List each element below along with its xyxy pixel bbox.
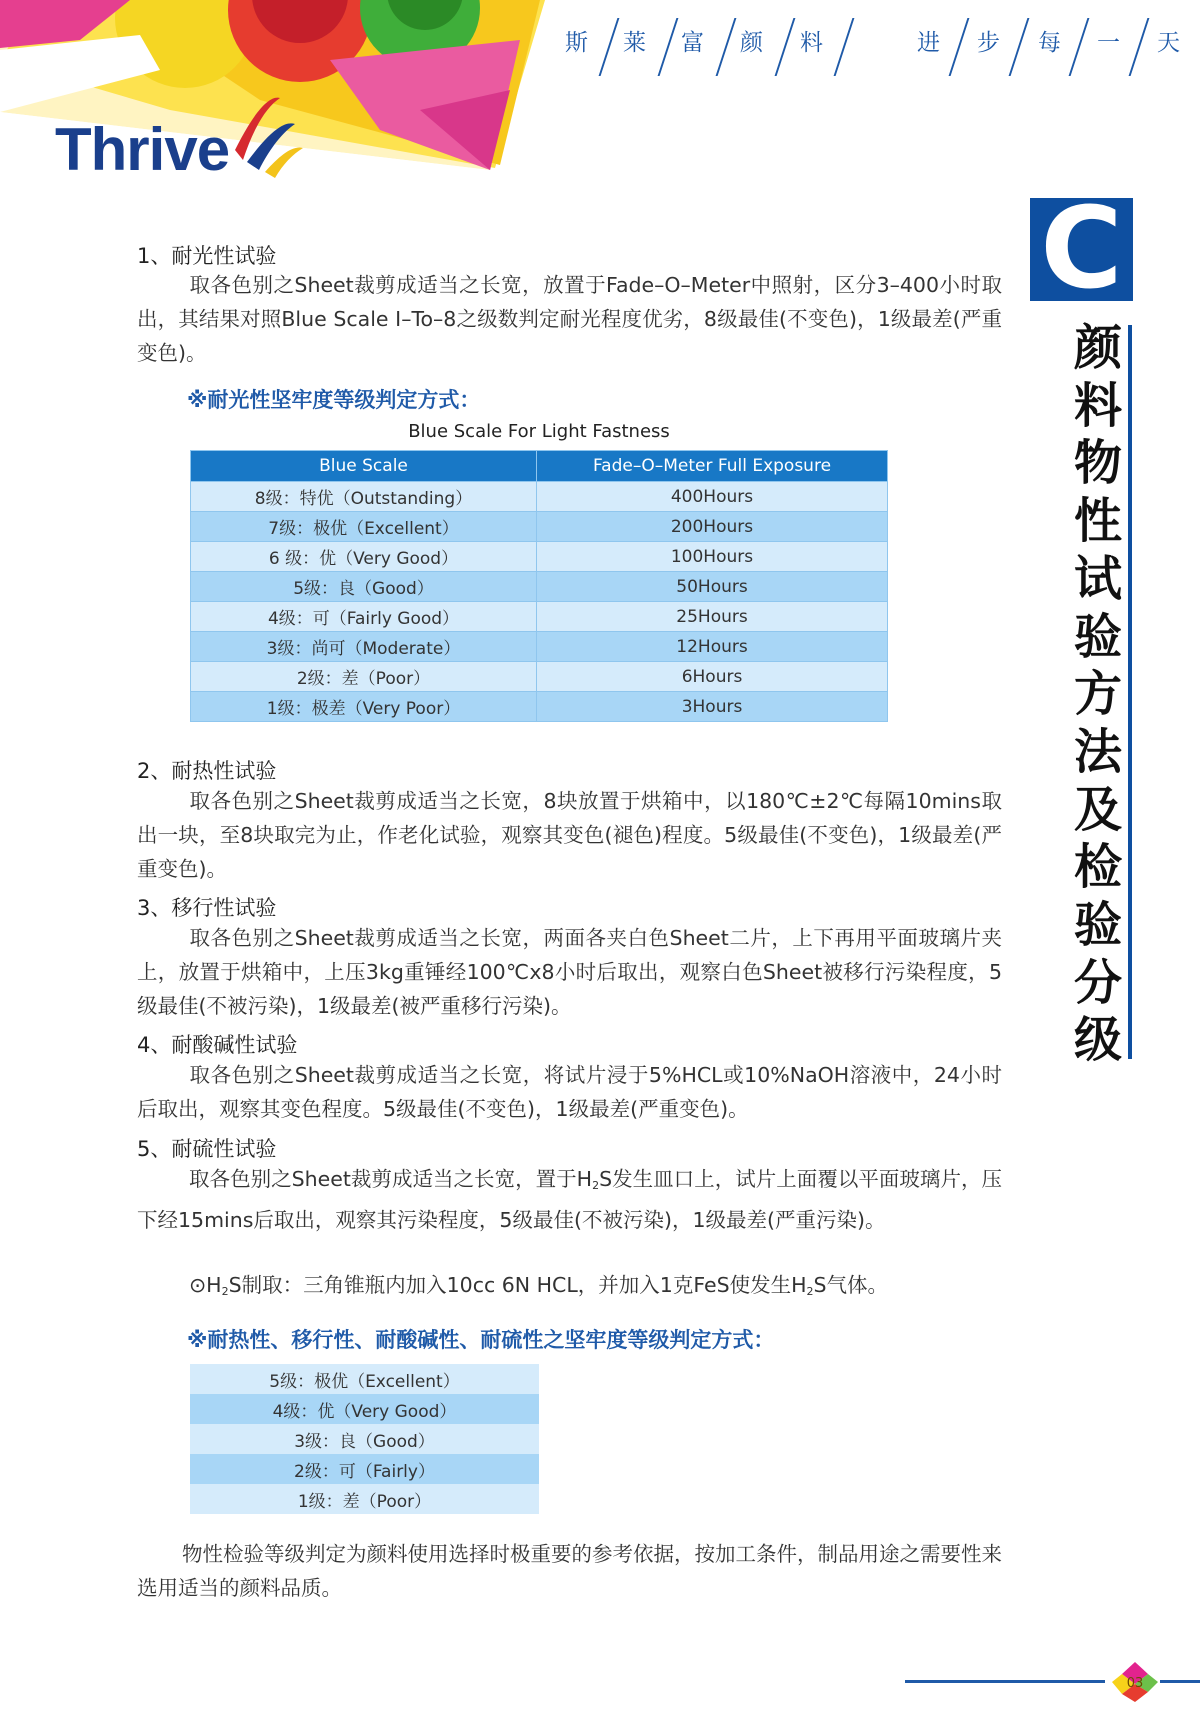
table-row: [191, 632, 888, 662]
grade-cell: 1级：极差（Very Poor）: [191, 692, 537, 722]
header-slogan: [560, 18, 1200, 78]
prep-text: S气体。: [813, 1273, 889, 1297]
title-char: 级: [1073, 1012, 1122, 1069]
section-5-text: 取各色别之Sheet裁剪成适当之长宽，置于H: [189, 1167, 593, 1191]
section-5-note: ※耐热性、移行性、耐酸碱性、耐硫性之坚牢度等级判定方式：: [187, 1328, 775, 1352]
page-number-badge: [1110, 1660, 1160, 1708]
exposure-cell: 6Hours: [537, 662, 888, 692]
prep-text: ⊙H: [189, 1273, 222, 1297]
section-2-title: 2、耐热性试验: [137, 759, 277, 783]
title-char: 方: [1073, 666, 1122, 723]
section-2-text: 取各色别之Sheet裁剪成适当之长宽，8块放置于烘箱中，以180℃±2℃每隔10mins取出一块，至8块取完为止，作老化试验，观察其变色(褪色)程度。5级最佳(不变色)，1级最差(严重变色)。: [137, 789, 1002, 881]
section-1-body: [137, 268, 1002, 370]
slogan-char: 颜: [740, 30, 763, 56]
section-3-body: [137, 921, 1002, 1023]
table-row: [190, 1454, 539, 1484]
title-char: 物: [1073, 435, 1122, 492]
footer-rule: [1160, 1680, 1200, 1683]
subscript: 2: [592, 1179, 600, 1192]
section-4-text: 取各色别之Sheet裁剪成适当之长宽，将试片浸于5%HCL或10%NaOH溶液中，24小时后取出，观察其变色程度。5级最佳(不变色)，1级最差(严重变色)。: [137, 1063, 1002, 1121]
grade-cell: 3级：尚可（Moderate）: [191, 632, 537, 662]
section-1-title: 1、耐光性试验: [137, 244, 277, 268]
slogan-char: 富: [681, 30, 704, 56]
title-char: 分: [1073, 954, 1122, 1011]
section-4-title: 4、耐酸碱性试验: [137, 1033, 298, 1057]
slogan-char: 莱: [623, 30, 646, 56]
slogan-char: 进: [917, 30, 940, 56]
h2s-preparation: [137, 1268, 1002, 1309]
section-3-title: 3、移行性试验: [137, 896, 277, 920]
table-row: [191, 602, 888, 632]
title-char: 料: [1073, 377, 1122, 434]
table-row: [190, 1394, 539, 1424]
grade-cell: 8级：特优（Outstanding）: [191, 482, 537, 512]
section-1-note: ※耐光性坚牢度等级判定方式：: [187, 388, 481, 412]
slogan-char: 一: [1097, 30, 1120, 56]
thrive-logo-text: Thrive: [55, 116, 230, 183]
grade-cell: 4级：可（Fairly Good）: [191, 602, 537, 632]
grade-cell: 3级：良（Good）: [190, 1424, 539, 1454]
table-row: [191, 482, 888, 512]
grade-cell: 6 级：优（Very Good）: [191, 542, 537, 572]
title-char: 试: [1073, 550, 1122, 607]
grade-cell: 2级：差（Poor）: [191, 662, 537, 692]
table-row: [190, 1484, 539, 1514]
title-char: 验: [1073, 897, 1122, 954]
slogan-char: 料: [800, 30, 823, 56]
grade-cell: 2级：可（Fairly）: [190, 1454, 539, 1484]
section-5-body: [137, 1162, 1002, 1237]
chapter-vertical-title: [1068, 320, 1128, 1070]
exposure-cell: 3Hours: [537, 692, 888, 722]
table-row: [191, 662, 888, 692]
grade-cell: 4级：优（Very Good）: [190, 1394, 539, 1424]
section-2-body: [137, 784, 1002, 886]
light-fastness-table: [190, 450, 888, 722]
table-row: [190, 1364, 539, 1394]
exposure-cell: 50Hours: [537, 572, 888, 602]
chapter-vertical-rule: [1128, 325, 1132, 1059]
chapter-letter-box: [1030, 184, 1133, 314]
title-char: 法: [1073, 723, 1122, 780]
fastness-grade-table: [190, 1364, 539, 1514]
exposure-cell: 100Hours: [537, 542, 888, 572]
title-char: 检: [1073, 839, 1122, 896]
thrive-logo-swoosh-icon: [225, 90, 305, 184]
table-row: [191, 542, 888, 572]
chapter-letter: C: [1040, 184, 1123, 314]
section-4-body: [137, 1058, 1002, 1126]
table-header-cell: Blue Scale: [191, 451, 537, 482]
table-row: [191, 692, 888, 722]
title-char: 颜: [1073, 320, 1122, 376]
section-5-text: S发生皿口上，试片上面覆以平面玻璃片，压下经15mins后取出，观察其污染程度，5级最佳(不被污染)，1级最差(严重污染)。: [137, 1167, 1002, 1232]
slogan-char: 步: [977, 30, 1000, 56]
slogan-char: 每: [1038, 30, 1061, 56]
table-row: [191, 572, 888, 602]
light-fastness-table-caption: Blue Scale For Light Fastness: [408, 421, 670, 442]
exposure-cell: 200Hours: [537, 512, 888, 542]
exposure-cell: 400Hours: [537, 482, 888, 512]
section-5-title: 5、耐硫性试验: [137, 1137, 277, 1161]
table-header-row: [191, 451, 888, 482]
subscript: 2: [221, 1285, 229, 1298]
title-char: 验: [1073, 608, 1122, 665]
table-row: [191, 512, 888, 542]
grade-cell: 1级：差（Poor）: [190, 1484, 539, 1514]
page-number: 03: [1126, 1676, 1144, 1691]
title-char: 及: [1073, 781, 1122, 838]
footer-rule: [905, 1680, 1105, 1683]
slogan-char: 天: [1157, 30, 1180, 56]
title-char: 性: [1073, 493, 1122, 550]
grade-cell: 7级：极优（Excellent）: [191, 512, 537, 542]
subscript: 2: [806, 1285, 814, 1298]
closing-paragraph: [137, 1537, 1002, 1605]
table-row: [190, 1424, 539, 1454]
closing-text: 物性检验等级判定为颜料使用选择时极重要的参考依据，按加工条件，制品用途之需要性来选用适当的颜料品质。: [137, 1542, 1002, 1600]
section-3-text: 取各色别之Sheet裁剪成适当之长宽，两面各夹白色Sheet二片，上下再用平面玻璃片夹上，放置于烘箱中，上压3kg重锤经100℃x8小时后取出，观察白色Sheet被移行污染程度，5级最佳(不被污染)，1级最差(被严重移行污染)。: [137, 926, 1002, 1018]
table-header-cell: Fade–O–Meter Full Exposure: [537, 451, 888, 482]
slogan-char: 斯: [565, 30, 588, 56]
grade-cell: 5级：良（Good）: [191, 572, 537, 602]
grade-cell: 5级：极优（Excellent）: [190, 1364, 539, 1394]
exposure-cell: 12Hours: [537, 632, 888, 662]
section-1-text: 取各色别之Sheet裁剪成适当之长宽，放置于Fade–O–Meter中照射，区分3–400小时取出，其结果对照Blue Scale I–To–8之级数判定耐光程度优劣，8级最佳(不变色)，1级最差(严重变色)。: [137, 273, 1002, 365]
exposure-cell: 25Hours: [537, 602, 888, 632]
prep-text: S制取：三角锥瓶内加入10cc 6N HCL，并加入1克FeS使发生H: [228, 1273, 807, 1297]
